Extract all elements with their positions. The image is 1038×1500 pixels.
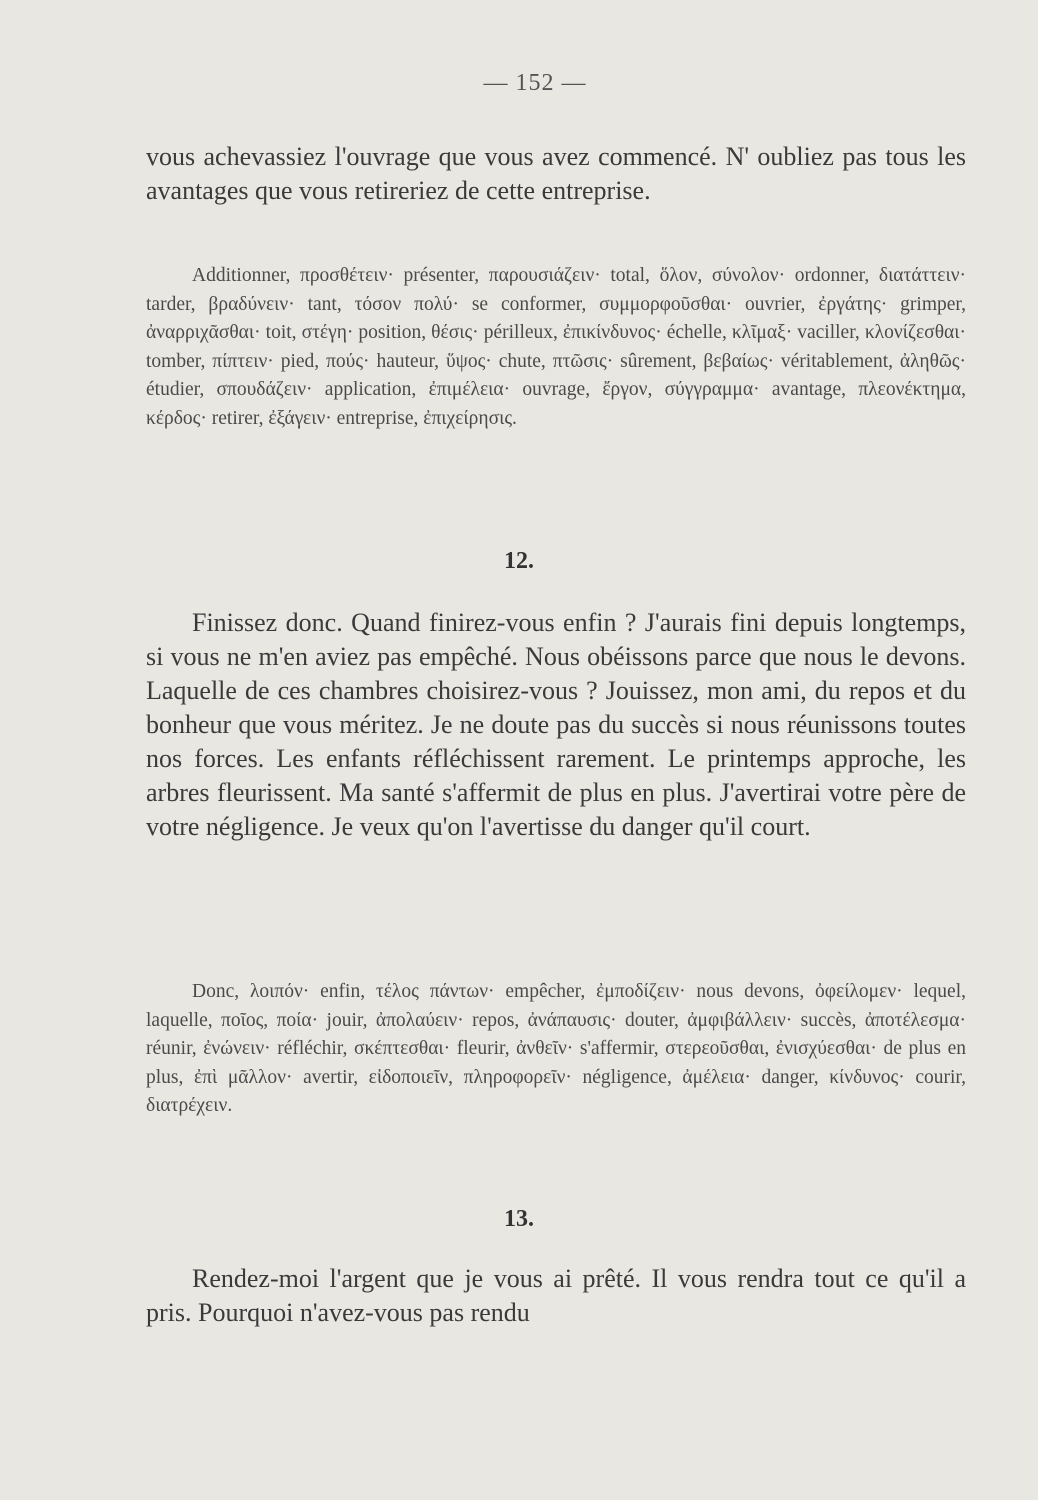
page-number: — 152 — — [483, 70, 587, 96]
exercise-13-heading: 13. — [504, 1206, 534, 1232]
vocabulary-11: Additionner, προσθέτειν· présenter, παρουσιάζειν· total, ὅλον, σύνολον· ordonner, διατάττειν· tarder, βραδύνειν· tant, τόσον πολύ· se conformer, συμμορφοῦσθαι· ouvrier, ἐργάτης· grimper, ἀναρριχᾶσθαι· toit, στέγη· position, θέσις· périlleux, ἐπικίνδυνος· échelle, κλῖμαξ· vaciller, κλονίζεσθαι· tomber, πίπτειν· pied, πούς· hauteur, ὕψος· chute, πτῶσις· sûrement, βεβαίως· véritablement, ἀληθῶς· étudier, σπουδάζειν· application, ἐπιμέλεια· ouvrage, ἔργον, σύγγραμμα· avantage, πλεονέκτημα, κέρδος· retirer, ἐξάγειν· entreprise, ἐπιχείρησις. — [146, 265, 966, 429]
exercise-13-text: Rendez-moi l'argent que je vous ai prêté. Il vous rendra tout ce qu'il a pris. Pourquoi n'avez-vous pas rendu — [146, 1264, 966, 1327]
exercise-11-continuation: vous achevassiez l'ouvrage que vous avez commencé. N' oubliez pas tous les avantages que vous retireriez de cette entreprise. — [146, 142, 966, 205]
exercise-12-heading: 12. — [504, 548, 534, 574]
exercise-12-text: Finissez donc. Quand finirez-vous enfin ? J'aurais fini depuis longtemps, si vous ne m'en aviez pas empêché. Nous obéissons parce que nous le devons. Laquelle de ces chambres choisirez-vous ? Jouissez, mon ami, du repos et du bonheur que vous méritez. Je ne doute pas du succès si nous réunissons toutes nos forces. Les enfants réfléchissent rarement. Le printemps approche, les arbres fleurissent. Ma santé s'affermit de plus en plus. J'avertirai votre père de votre négligence. Je veux qu'on l'avertisse du danger qu'il court. — [146, 608, 966, 841]
vocabulary-12: Donc, λοιπόν· enfin, τέλος πάντων· empêcher, ἐμποδίζειν· nous devons, ὀφείλομεν· lequel, laquelle, ποῖος, ποία· jouir, ἀπολαύειν· repos, ἀνάπαυσις· douter, ἀμφιβάλλειν· succès, ἀποτέλεσμα· réunir, ἐνώνειν· réfléchir, σκέπτεσθαι· fleurir, ἀνθεῖν· s'affermir, στερεοῦσθαι, ἐνισχύεσθαι· de plus en plus, ἐπὶ μᾶλλον· avertir, εἰδοποιεῖν, πληροφορεῖν· négligence, ἀμέλεια· danger, κίνδυνος· courir, διατρέχειν. — [146, 981, 966, 1116]
